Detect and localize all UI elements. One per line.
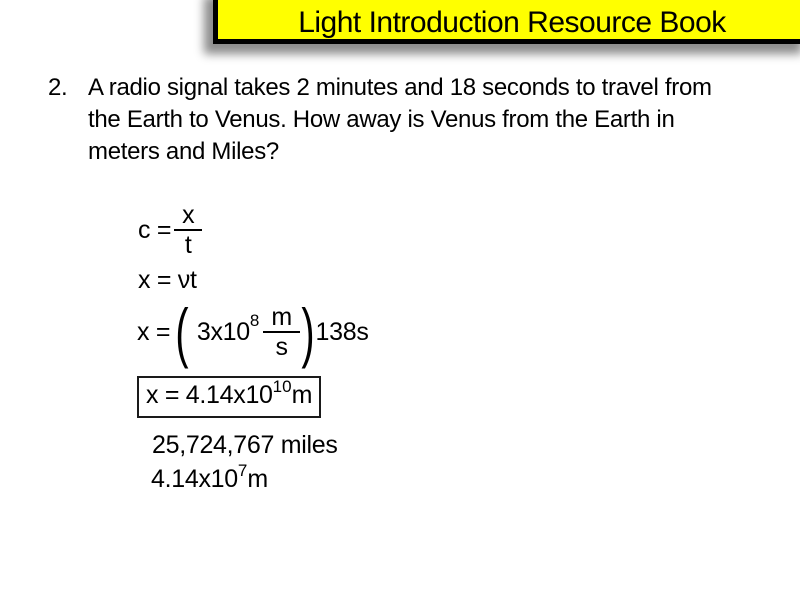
- close-paren: ): [301, 295, 315, 369]
- scientific-exponent: 7: [237, 461, 248, 480]
- problem-number: 2.: [48, 74, 68, 101]
- equation-distance-formula: x = νt: [138, 266, 197, 294]
- unit-denominator: s: [263, 331, 300, 360]
- boxed-result: [137, 376, 321, 418]
- time-value: 138s: [315, 317, 369, 346]
- fraction-x-over-t: [178, 202, 198, 258]
- scientific-base: 4.14x10: [151, 465, 238, 493]
- fraction-m-over-s: [267, 304, 296, 360]
- problem-text: [88, 72, 712, 168]
- problem-statement: [48, 72, 712, 168]
- equation-speed-definition: [138, 203, 198, 257]
- fraction-numerator: x: [182, 201, 195, 229]
- speed-value: [190, 304, 300, 360]
- result-exponent: 10: [272, 377, 292, 396]
- open-paren: (: [175, 295, 189, 369]
- result-base: x = 4.14x10: [146, 381, 273, 409]
- slide-title: Light Introduction Resource Book: [298, 6, 726, 39]
- problem-line-1: A radio signal takes 2 minutes and 18 seconds to travel from: [88, 74, 712, 101]
- title-banner: [213, 0, 800, 44]
- problem-line-2: the Earth to Venus. How away is Venus from the Earth in: [88, 106, 675, 133]
- problem-line-3: meters and Miles?: [88, 138, 279, 165]
- unit-numerator: m: [271, 303, 292, 331]
- exponent: 8: [249, 311, 260, 330]
- fraction-denominator: t: [174, 229, 202, 258]
- coefficient: 3x10: [196, 317, 250, 346]
- equation-substitution: [137, 295, 369, 369]
- miles-result: 25,724,767 miles: [152, 431, 338, 459]
- scientific-result: [151, 461, 268, 496]
- result-unit: m: [291, 381, 313, 409]
- equation-lhs: c =: [138, 215, 172, 244]
- equation-lhs: x =: [137, 317, 171, 346]
- scientific-unit: m: [247, 465, 268, 493]
